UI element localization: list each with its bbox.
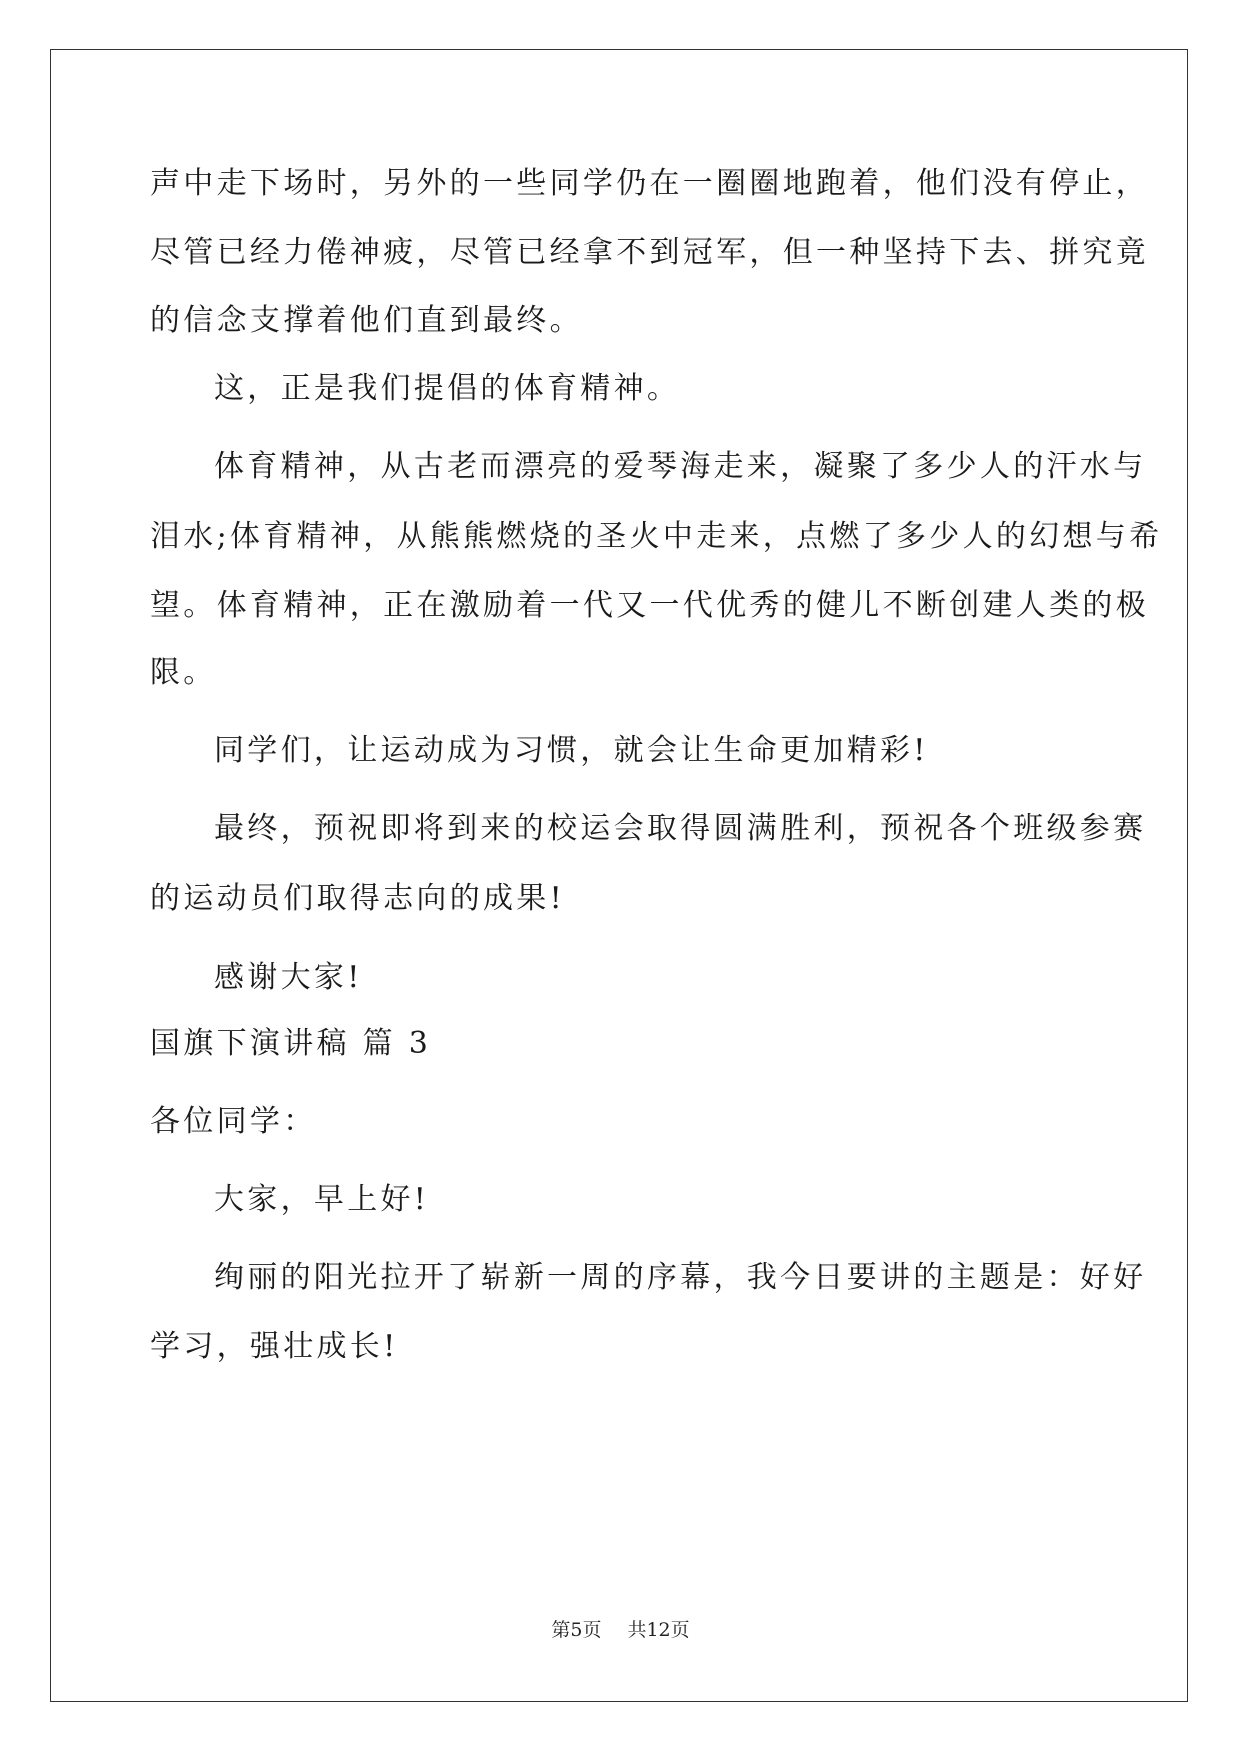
salutation: 各位同学： bbox=[150, 1104, 317, 1139]
text-line: 的信念支撑着他们直到最终。 bbox=[150, 303, 583, 338]
text-line: 限。 bbox=[150, 655, 217, 690]
text-line: 的运动员们取得志向的成果! bbox=[150, 881, 565, 916]
text-line: 尽管已经力倦神疲，尽管已经拿不到冠军，但一种坚持下去、拼究竟 bbox=[150, 235, 1149, 270]
text-line: 声中走下场时，另外的一些同学仍在一圈圈地跑着，他们没有停止， bbox=[150, 166, 1149, 201]
page-footer bbox=[0, 1618, 1241, 1642]
text-line: 望。体育精神，正在激励着一代又一代优秀的健儿不断创建人类的极 bbox=[150, 588, 1149, 623]
paragraph-line: 体育精神，从古老而漂亮的爱琴海走来，凝聚了多少人的汗水与 bbox=[214, 449, 1147, 484]
text-line: 泪水;体育精神，从熊熊燃烧的圣火中走来，点燃了多少人的幻想与希 bbox=[150, 519, 1163, 554]
text-line: 学习，强壮成长! bbox=[150, 1329, 399, 1364]
paragraph-line: 同学们，让运动成为习惯，就会让生命更加精彩! bbox=[214, 733, 929, 768]
section-heading: 国旗下演讲稿 篇 3 bbox=[150, 1026, 432, 1061]
paragraph-line: 这，正是我们提倡的体育精神。 bbox=[214, 371, 681, 406]
total-pages: 共12页 bbox=[627, 1619, 690, 1641]
paragraph-line: 绚丽的阳光拉开了崭新一周的序幕，我今日要讲的主题是：好好 bbox=[214, 1260, 1147, 1295]
paragraph-line: 感谢大家! bbox=[214, 960, 363, 995]
paragraph-line: 大家，早上好! bbox=[214, 1182, 430, 1217]
current-page: 第5页 bbox=[551, 1619, 602, 1641]
paragraph-line: 最终，预祝即将到来的校运会取得圆满胜利，预祝各个班级参赛 bbox=[214, 811, 1147, 846]
page-frame bbox=[50, 49, 1188, 1702]
